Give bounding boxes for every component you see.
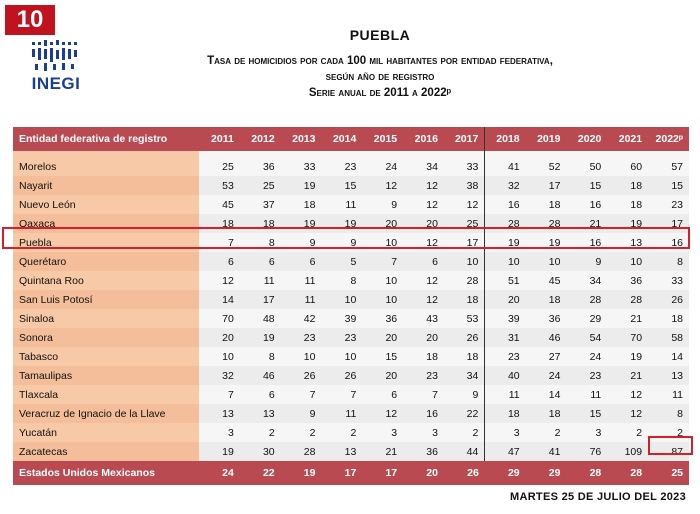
rate-cell: 19: [607, 214, 648, 233]
entity-name-cell: Zacatecas: [13, 442, 199, 461]
rate-cell: 11: [485, 385, 526, 404]
total-rate-cell: 17: [321, 461, 362, 485]
inegi-logo: [26, 40, 86, 96]
rate-cell: 16: [566, 195, 607, 214]
entity-name-cell: Tabasco: [13, 347, 199, 366]
rate-cell: 7: [199, 233, 240, 252]
column-header-year: 2016: [403, 127, 444, 151]
rate-cell: 12: [607, 385, 648, 404]
rate-cell: 10: [526, 252, 567, 271]
rate-cell: 20: [403, 328, 444, 347]
rate-cell: 36: [526, 309, 567, 328]
rate-cell: 21: [607, 309, 648, 328]
rate-cell: 6: [199, 252, 240, 271]
rate-cell: 5: [321, 252, 362, 271]
rate-cell: 10: [362, 233, 403, 252]
rate-cell: 18: [444, 347, 485, 366]
rate-cell: 51: [485, 271, 526, 290]
rate-cell: 39: [485, 309, 526, 328]
rate-cell: 3: [566, 423, 607, 442]
table-row: [13, 252, 689, 271]
rate-cell: 8: [648, 252, 689, 271]
entity-name-cell: Quintana Roo: [13, 271, 199, 290]
rate-cell: 20: [362, 214, 403, 233]
rate-cell: 19: [321, 214, 362, 233]
rate-cell: 13: [648, 366, 689, 385]
rate-cell: 43: [403, 309, 444, 328]
rate-cell: 25: [240, 176, 281, 195]
entity-name-cell: Puebla: [13, 233, 199, 252]
rate-cell: 2: [607, 423, 648, 442]
rate-cell: 34: [403, 151, 444, 176]
column-header-year: 2018: [485, 127, 526, 151]
rate-cell: 52: [526, 151, 567, 176]
rate-cell: 25: [444, 214, 485, 233]
rate-cell: 20: [362, 366, 403, 385]
column-header-year: 2012: [240, 127, 281, 151]
column-header-year: 2015: [362, 127, 403, 151]
rate-cell: 12: [403, 176, 444, 195]
rate-cell: 10: [444, 252, 485, 271]
rate-cell: 45: [526, 271, 567, 290]
rate-cell: 14: [648, 347, 689, 366]
rate-cell: 15: [321, 176, 362, 195]
rate-cell: 42: [281, 309, 322, 328]
rate-cell: 6: [362, 385, 403, 404]
rate-cell: 13: [199, 404, 240, 423]
rate-cell: 6: [240, 252, 281, 271]
rate-cell: 6: [240, 385, 281, 404]
rate-cell: 8: [240, 233, 281, 252]
rate-cell: 28: [607, 290, 648, 309]
rate-cell: 36: [240, 151, 281, 176]
rate-cell: 31: [485, 328, 526, 347]
rate-cell: 11: [240, 271, 281, 290]
rate-cell: 3: [403, 423, 444, 442]
rate-cell: 18: [526, 195, 567, 214]
rate-cell: 17: [240, 290, 281, 309]
page-number-badge: 10: [5, 5, 55, 35]
entity-name-cell: San Luis Potosí: [13, 290, 199, 309]
rate-cell: 7: [321, 385, 362, 404]
total-label-cell: Estados Unidos Mexicanos: [13, 461, 199, 485]
rate-cell: 20: [485, 290, 526, 309]
rate-cell: 18: [485, 404, 526, 423]
entity-name-cell: Veracruz de Ignacio de la Llave: [13, 404, 199, 423]
rate-cell: 15: [566, 176, 607, 195]
rate-cell: 10: [485, 252, 526, 271]
rate-cell: 19: [281, 214, 322, 233]
rate-cell: 34: [444, 366, 485, 385]
rate-cell: 20: [403, 214, 444, 233]
rate-cell: 2: [321, 423, 362, 442]
column-header-year: 2013: [281, 127, 322, 151]
rate-cell: 7: [199, 385, 240, 404]
rate-cell: 10: [199, 347, 240, 366]
total-rate-cell: 17: [362, 461, 403, 485]
rate-cell: 23: [566, 366, 607, 385]
rate-cell: 28: [281, 442, 322, 461]
inegi-logo-icon: [26, 40, 86, 74]
rate-cell: 36: [403, 442, 444, 461]
rate-cell: 14: [526, 385, 567, 404]
subtitle-line-2: según año de registro: [325, 71, 435, 83]
rate-cell: 12: [403, 195, 444, 214]
rate-cell: 16: [648, 233, 689, 252]
rate-cell: 23: [485, 347, 526, 366]
rate-cell: 60: [607, 151, 648, 176]
table-row: [13, 328, 689, 347]
rate-cell: 8: [321, 271, 362, 290]
rate-cell: 18: [607, 195, 648, 214]
rate-cell: 7: [403, 385, 444, 404]
rate-cell: 12: [403, 233, 444, 252]
rate-cell: 11: [281, 290, 322, 309]
rate-cell: 53: [444, 309, 485, 328]
rate-cell: 19: [240, 328, 281, 347]
rate-cell: 17: [444, 233, 485, 252]
rate-cell: 46: [526, 328, 567, 347]
rate-cell: 18: [444, 290, 485, 309]
rate-cell: 47: [485, 442, 526, 461]
rate-cell: 21: [607, 366, 648, 385]
rate-cell: 50: [566, 151, 607, 176]
footer-date: MARTES 25 DE JULIO DEL 2023: [509, 491, 686, 503]
rate-cell: 23: [321, 151, 362, 176]
rate-cell: 19: [281, 176, 322, 195]
rate-cell: 13: [607, 233, 648, 252]
rate-cell: 10: [362, 290, 403, 309]
table-row: [13, 176, 689, 195]
rate-cell: 3: [485, 423, 526, 442]
rate-cell: 36: [362, 309, 403, 328]
rate-cell: 27: [526, 347, 567, 366]
total-rate-cell: 22: [240, 461, 281, 485]
table-row: [13, 442, 689, 461]
rate-cell: 11: [648, 385, 689, 404]
rate-cell: 15: [566, 404, 607, 423]
rate-cell: 15: [362, 347, 403, 366]
rate-cell: 26: [281, 366, 322, 385]
rate-cell: 10: [362, 271, 403, 290]
rate-cell: 87: [648, 442, 689, 461]
homicide-rate-table: [13, 127, 689, 485]
rate-cell: 14: [199, 290, 240, 309]
rate-cell: 9: [566, 252, 607, 271]
column-header-year: 2020: [566, 127, 607, 151]
entity-name-cell: Nayarit: [13, 176, 199, 195]
table-row: [13, 290, 689, 309]
table-row: [13, 385, 689, 404]
entity-name-cell: Nuevo León: [13, 195, 199, 214]
column-header-year: 2019: [526, 127, 567, 151]
rate-cell: 8: [648, 404, 689, 423]
table-row: [13, 271, 689, 290]
entity-name-cell: Oaxaca: [13, 214, 199, 233]
rate-cell: 28: [485, 214, 526, 233]
entity-name-cell: Querétaro: [13, 252, 199, 271]
column-header-year: 2014: [321, 127, 362, 151]
rate-cell: 45: [199, 195, 240, 214]
table-total-row: [13, 461, 689, 485]
subtitle-line-1: Tasa de homicidios por cada 100 mil habitantes por entidad federativa,: [207, 55, 553, 67]
rate-cell: 29: [566, 309, 607, 328]
table-header-row: [13, 127, 689, 151]
rate-cell: 41: [526, 442, 567, 461]
page-title: PUEBLA: [349, 27, 411, 43]
rate-cell: 24: [526, 366, 567, 385]
rate-cell: 11: [321, 195, 362, 214]
rate-cell: 9: [281, 233, 322, 252]
rate-cell: 70: [199, 309, 240, 328]
rate-cell: 20: [199, 328, 240, 347]
rate-cell: 18: [526, 290, 567, 309]
rate-cell: 38: [444, 176, 485, 195]
rate-cell: 10: [321, 347, 362, 366]
rate-cell: 53: [199, 176, 240, 195]
rate-cell: 23: [281, 328, 322, 347]
rate-cell: 46: [240, 366, 281, 385]
rate-cell: 12: [403, 271, 444, 290]
rate-cell: 33: [281, 151, 322, 176]
rate-cell: 70: [607, 328, 648, 347]
rate-cell: 25: [199, 151, 240, 176]
rate-cell: 2: [648, 423, 689, 442]
rate-cell: 54: [566, 328, 607, 347]
entity-name-cell: Morelos: [13, 151, 199, 176]
rate-cell: 13: [240, 404, 281, 423]
rate-cell: 76: [566, 442, 607, 461]
rate-cell: 8: [240, 347, 281, 366]
rate-cell: 41: [485, 151, 526, 176]
rate-cell: 12: [607, 404, 648, 423]
rate-cell: 11: [566, 385, 607, 404]
column-header-year: 2017: [444, 127, 485, 151]
rate-cell: 7: [362, 252, 403, 271]
table-row: [13, 347, 689, 366]
entity-name-cell: Tamaulipas: [13, 366, 199, 385]
column-header-year: 2021: [607, 127, 648, 151]
rate-cell: 18: [648, 309, 689, 328]
rate-cell: 3: [362, 423, 403, 442]
rate-cell: 32: [199, 366, 240, 385]
table-row: [13, 309, 689, 328]
rate-cell: 30: [240, 442, 281, 461]
rate-cell: 10: [321, 290, 362, 309]
rate-cell: 16: [485, 195, 526, 214]
rate-cell: 2: [526, 423, 567, 442]
rate-cell: 19: [607, 347, 648, 366]
rate-cell: 18: [526, 404, 567, 423]
rate-cell: 2: [444, 423, 485, 442]
rate-cell: 16: [403, 404, 444, 423]
rate-cell: 28: [444, 271, 485, 290]
rate-cell: 37: [240, 195, 281, 214]
table-row: [13, 423, 689, 442]
rate-cell: 19: [526, 233, 567, 252]
entity-name-cell: Tlaxcala: [13, 385, 199, 404]
rate-cell: 17: [648, 214, 689, 233]
rate-cell: 9: [321, 233, 362, 252]
rate-cell: 20: [362, 328, 403, 347]
rate-cell: 15: [648, 176, 689, 195]
rate-cell: 58: [648, 328, 689, 347]
rate-cell: 18: [607, 176, 648, 195]
rate-cell: 3: [199, 423, 240, 442]
rate-cell: 24: [566, 347, 607, 366]
rate-cell: 13: [321, 442, 362, 461]
column-header-year: 2011: [199, 127, 240, 151]
rate-cell: 2: [240, 423, 281, 442]
rate-cell: 12: [199, 271, 240, 290]
rate-cell: 19: [199, 442, 240, 461]
rate-cell: 2: [281, 423, 322, 442]
puebla-row-highlight: [2, 227, 690, 249]
rate-cell: 32: [485, 176, 526, 195]
total-rate-cell: 20: [403, 461, 444, 485]
rate-cell: 9: [362, 195, 403, 214]
total-rate-cell: 29: [485, 461, 526, 485]
rate-cell: 34: [566, 271, 607, 290]
rate-cell: 12: [362, 176, 403, 195]
table-row: [13, 151, 689, 176]
rate-cell: 23: [403, 366, 444, 385]
rate-cell: 18: [240, 214, 281, 233]
subtitle-line-3: Serie anual de 2011 a 2022ᵖ: [308, 87, 452, 99]
rate-cell: 21: [362, 442, 403, 461]
inegi-logo-text: INEGI: [31, 74, 81, 93]
entity-name-cell: Sinaloa: [13, 309, 199, 328]
rate-cell: 109: [607, 442, 648, 461]
table-row: [13, 195, 689, 214]
rate-cell: 16: [566, 233, 607, 252]
rate-cell: 22: [444, 404, 485, 423]
homicide-rate-table-panel: [13, 127, 689, 483]
rate-cell: 57: [648, 151, 689, 176]
rate-cell: 23: [321, 328, 362, 347]
rate-cell: 12: [444, 195, 485, 214]
rate-cell: 18: [199, 214, 240, 233]
rate-cell: 28: [566, 290, 607, 309]
table-row: [13, 404, 689, 423]
total-rate-cell: 19: [281, 461, 322, 485]
rate-cell: 26: [444, 328, 485, 347]
rate-cell: 9: [281, 404, 322, 423]
rate-cell: 39: [321, 309, 362, 328]
rate-cell: 6: [403, 252, 444, 271]
total-rate-cell: 28: [607, 461, 648, 485]
rate-cell: 18: [281, 195, 322, 214]
rate-cell: 17: [526, 176, 567, 195]
rate-cell: 21: [566, 214, 607, 233]
rate-cell: 33: [648, 271, 689, 290]
rate-cell: 12: [362, 404, 403, 423]
entity-name-cell: Yucatán: [13, 423, 199, 442]
rate-cell: 6: [281, 252, 322, 271]
rate-cell: 36: [607, 271, 648, 290]
rate-cell: 48: [240, 309, 281, 328]
rate-cell: 44: [444, 442, 485, 461]
rate-cell: 11: [281, 271, 322, 290]
rate-cell: 23: [648, 195, 689, 214]
total-rate-cell: 29: [526, 461, 567, 485]
column-header-entity: Entidad federativa de registro: [13, 127, 199, 151]
total-rate-cell: 26: [444, 461, 485, 485]
rate-cell: 26: [321, 366, 362, 385]
rate-cell: 28: [526, 214, 567, 233]
rate-cell: 40: [485, 366, 526, 385]
table-row: [13, 366, 689, 385]
entity-name-cell: Sonora: [13, 328, 199, 347]
rate-cell: 12: [403, 290, 444, 309]
total-rate-cell: 28: [566, 461, 607, 485]
rate-cell: 18: [403, 347, 444, 366]
rate-cell: 10: [281, 347, 322, 366]
rate-cell: 33: [444, 151, 485, 176]
total-rate-cell: 24: [199, 461, 240, 485]
rate-cell: 10: [607, 252, 648, 271]
zacatecas-2022-highlight: [648, 436, 693, 455]
rate-cell: 9: [444, 385, 485, 404]
rate-cell: 24: [362, 151, 403, 176]
column-header-year: 2022ᵖ: [648, 127, 689, 151]
rate-cell: 7: [281, 385, 322, 404]
rate-cell: 11: [321, 404, 362, 423]
rate-cell: 26: [648, 290, 689, 309]
rate-cell: 19: [485, 233, 526, 252]
total-rate-cell: 25: [648, 461, 689, 485]
